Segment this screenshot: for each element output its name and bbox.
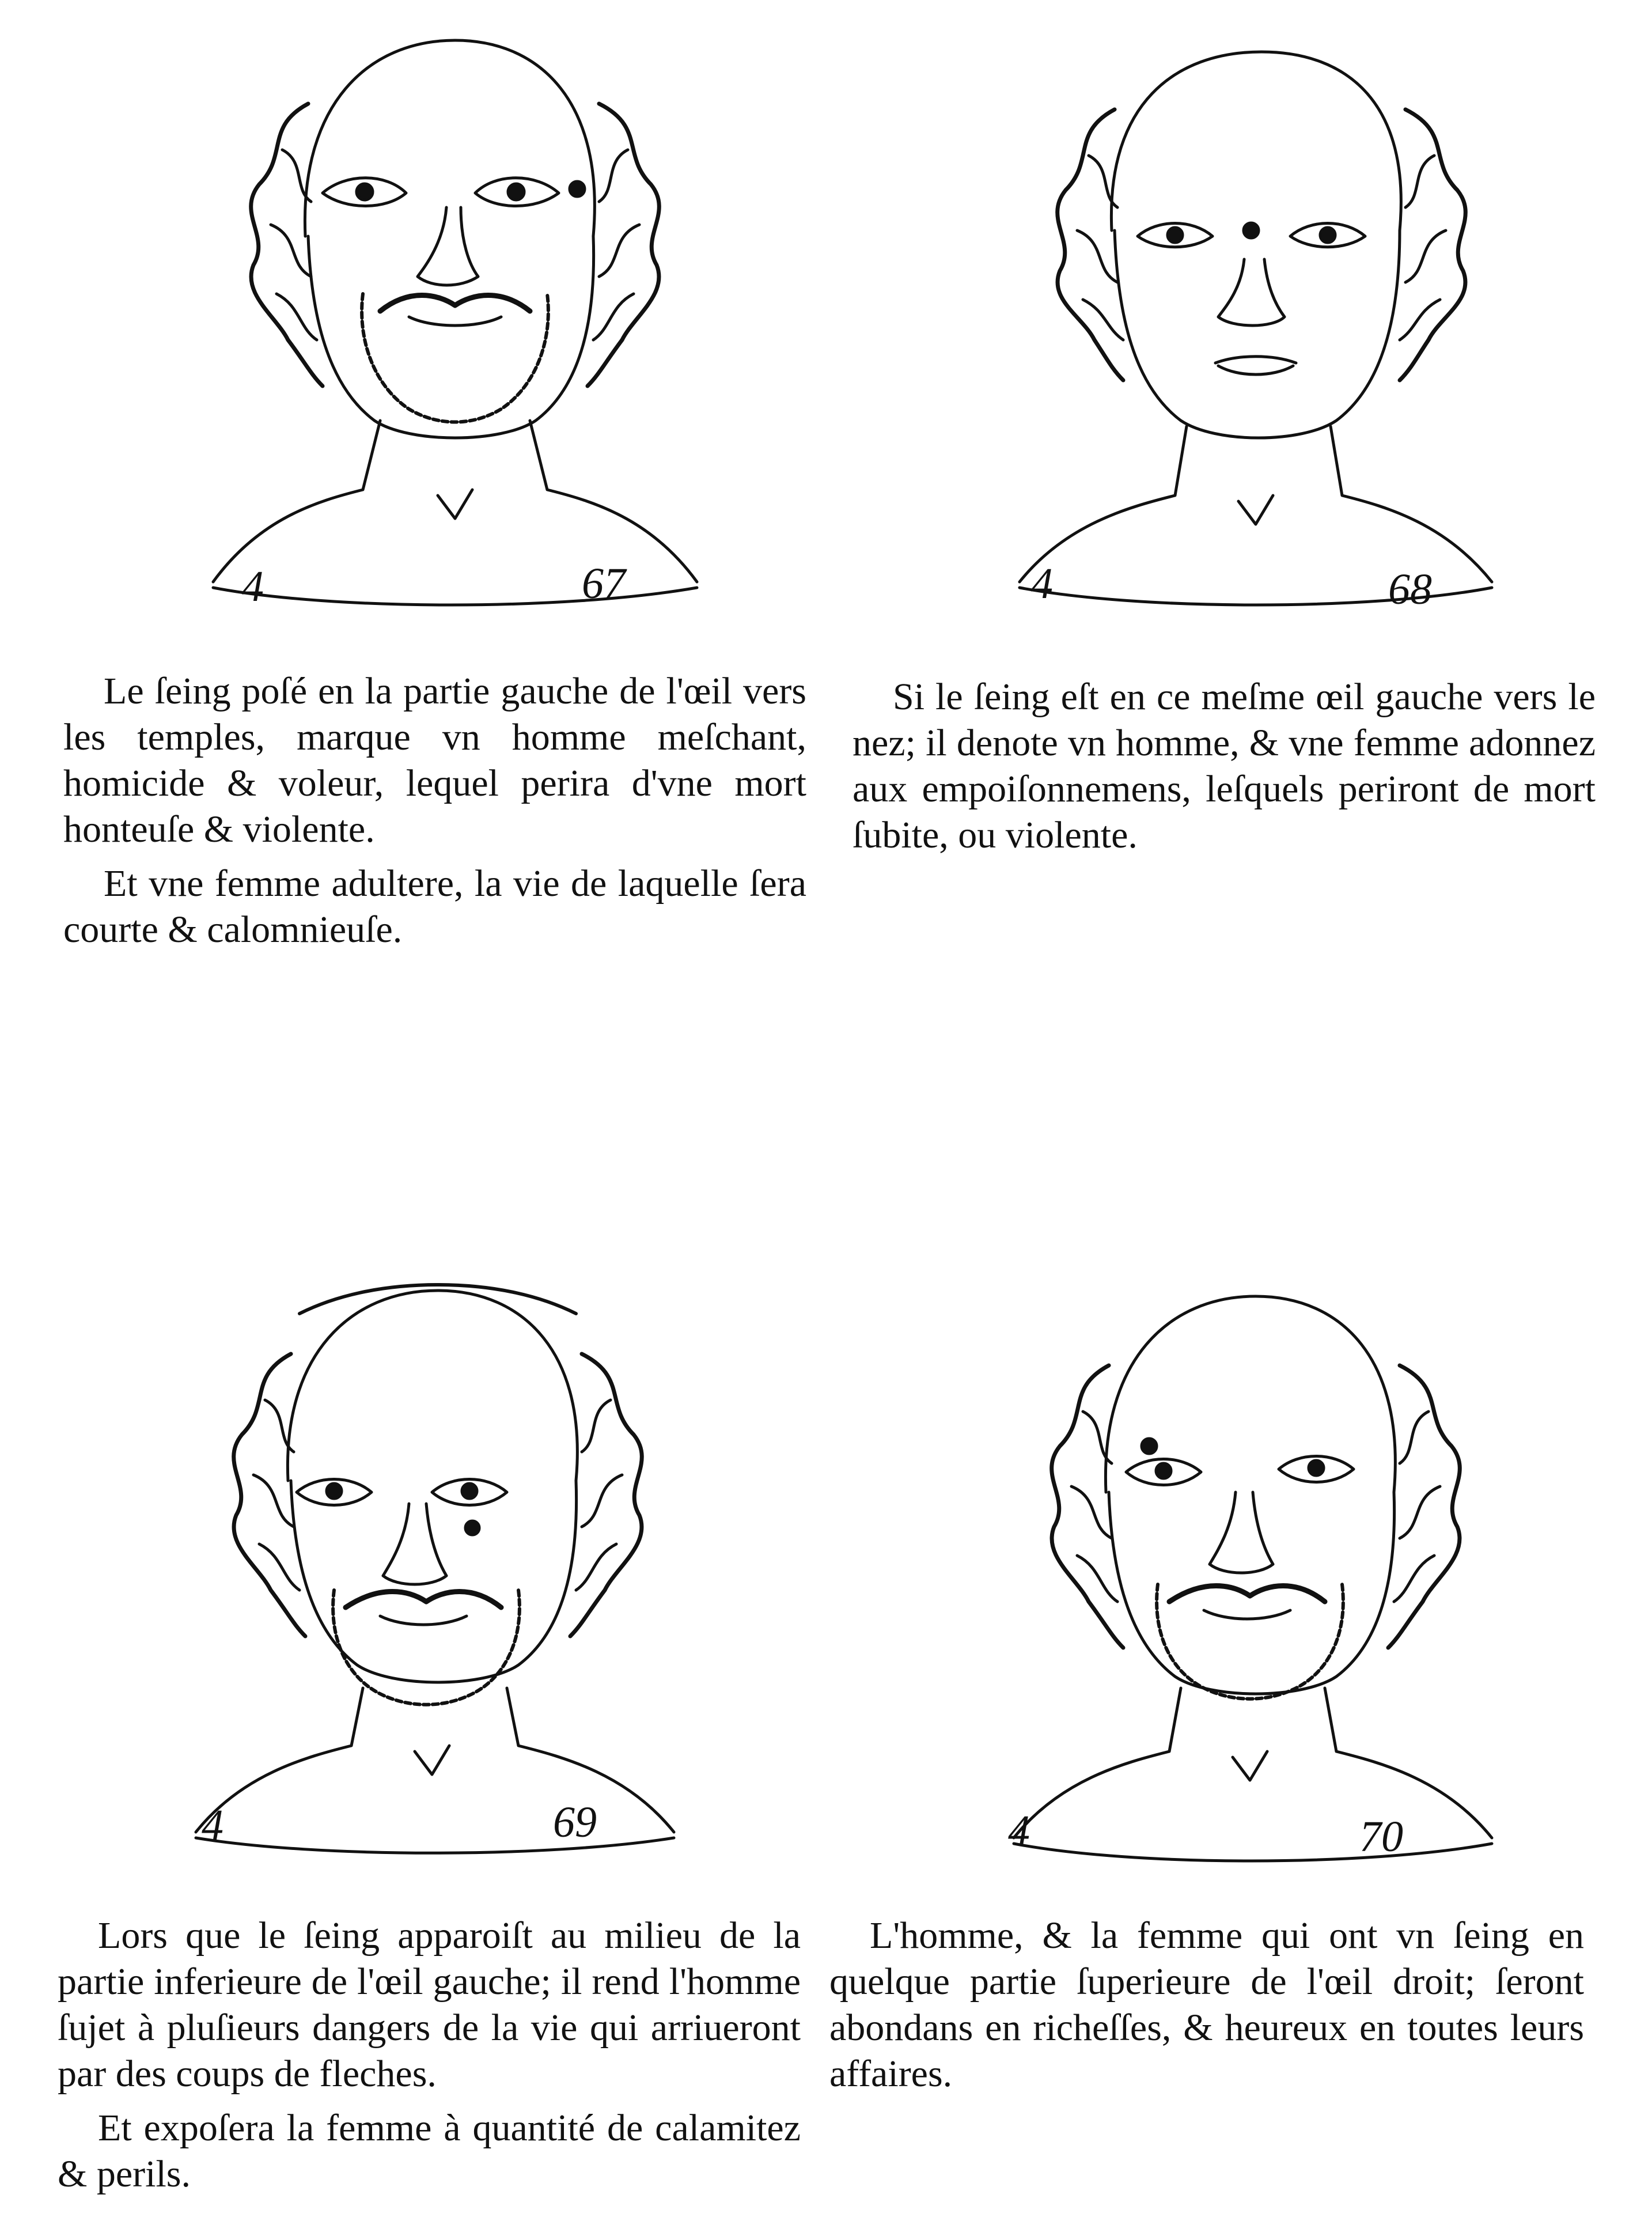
caption-67-paragraph-1: Le ſeing poſé en la partie gauche de l'œil vers les temples, marque vn homme meſchant, homicide & voleur, lequel perira d'vne mort honteuſe & violente. xyxy=(63,670,806,850)
portrait-illustration-70 xyxy=(979,1273,1509,1872)
figure-number-69: 69 xyxy=(553,1798,597,1847)
figure-number-68: 68 xyxy=(1388,565,1432,614)
portrait-illustration-67 xyxy=(190,17,720,616)
caption-68-paragraph-1: Si le ſeing eſt en ce meſme œil gauche vers le nez; il denote vn homme, & vne femme adonnez aux empoiſonnemens, leſquels periront de mort ſubite, ou violente. xyxy=(852,676,1596,856)
caption-69-paragraph-1: Lors que le ſeing apparoiſt au milieu de la partie inferieure de l'œil gauche; il rend l'homme ſujet à pluſieurs dangers de la vie qui arriueront par des coups de fleches. xyxy=(58,1914,801,2095)
figure-number-67: 67 xyxy=(582,559,626,608)
caption-67 xyxy=(63,668,806,961)
figure-number-left-68: 4 xyxy=(1031,559,1053,608)
figure-number-left-70: 4 xyxy=(1008,1807,1030,1855)
figure-number-left-67: 4 xyxy=(242,562,264,611)
caption-69-paragraph-2: Et expoſera la femme à quantité de calamitez & perils. xyxy=(58,2107,801,2195)
portrait-illustration-68 xyxy=(991,17,1521,616)
figure-number-70: 70 xyxy=(1359,1813,1403,1861)
caption-70-paragraph-1: L'homme, & la femme qui ont vn ſeing en quelque partie ſuperieure de l'œil droit; ſeront abondans en richeſſes, & heureux en toutes leurs affaires. xyxy=(829,1914,1584,2095)
caption-70 xyxy=(829,1913,1584,2105)
portrait-illustration-69 xyxy=(173,1262,703,1861)
caption-69 xyxy=(58,1913,801,2205)
caption-68 xyxy=(852,674,1596,867)
caption-67-paragraph-2: Et vne femme adultere, la vie de laquelle ſera courte & calomnieuſe. xyxy=(63,862,806,951)
figure-number-left-69: 4 xyxy=(202,1801,223,1849)
